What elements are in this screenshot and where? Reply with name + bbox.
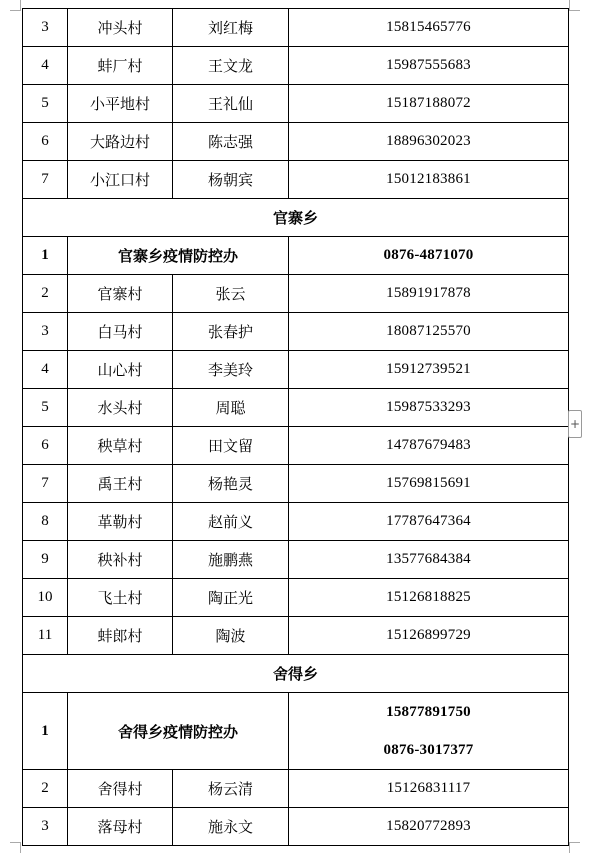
table-row [23,123,569,161]
contact-name-cell[interactable]: 杨朝宾 [173,161,289,199]
contact-name-cell[interactable]: 杨艳灵 [173,465,289,503]
table-row [23,9,569,47]
row-index-cell[interactable]: 1 [23,693,68,770]
phone-cell[interactable]: 15769815691 [289,465,569,503]
contact-name-cell[interactable]: 王礼仙 [173,85,289,123]
contact-table-body [23,9,569,846]
table-row [23,161,569,199]
row-index-cell[interactable]: 4 [23,47,68,85]
village-cell[interactable]: 小平地村 [68,85,173,123]
contact-name-cell[interactable]: 张春护 [173,313,289,351]
phone-cell[interactable]: 15126899729 [289,617,569,655]
phone-cell[interactable]: 15820772893 [289,808,569,846]
row-index-cell[interactable]: 4 [23,351,68,389]
village-cell[interactable]: 蚌郎村 [68,617,173,655]
village-cell[interactable]: 白马村 [68,313,173,351]
village-cell[interactable]: 革勒村 [68,503,173,541]
village-cell[interactable]: 大路边村 [68,123,173,161]
row-index-cell[interactable]: 10 [23,579,68,617]
row-index-cell[interactable]: 8 [23,503,68,541]
contact-name-cell[interactable]: 李美玲 [173,351,289,389]
row-index-cell[interactable]: 3 [23,313,68,351]
contact-name-cell[interactable]: 陶正光 [173,579,289,617]
village-cell[interactable]: 秧补村 [68,541,173,579]
phone-cell[interactable]: 15012183861 [289,161,569,199]
section-title-cell[interactable]: 舍得乡 [23,655,569,693]
contact-name-cell[interactable]: 陶波 [173,617,289,655]
row-index-cell[interactable]: 7 [23,465,68,503]
phone-cell[interactable]: 15891917878 [289,275,569,313]
village-cell[interactable]: 落母村 [68,808,173,846]
page-corner-mark-bottom-right [569,842,580,853]
contact-name-cell[interactable]: 施永文 [173,808,289,846]
row-index-cell[interactable]: 6 [23,123,68,161]
village-cell[interactable]: 小江口村 [68,161,173,199]
row-index-cell[interactable]: 5 [23,389,68,427]
phone-cell[interactable]: 18896302023 [289,123,569,161]
row-index-cell[interactable]: 3 [23,808,68,846]
table-row [23,465,569,503]
phone-cell[interactable]: 15912739521 [289,351,569,389]
phone-cell[interactable]: 15815465776 [289,9,569,47]
phone-cell[interactable] [289,693,569,770]
phone-line: 0876-3017377 [383,742,474,758]
contact-name-cell[interactable]: 赵前义 [173,503,289,541]
village-cell[interactable]: 秧草村 [68,427,173,465]
page-corner-mark-top-right [569,0,580,11]
contact-name-cell[interactable]: 周聪 [173,389,289,427]
village-cell[interactable]: 山心村 [68,351,173,389]
contact-table [22,8,569,846]
table-row [23,808,569,846]
village-cell[interactable]: 飞土村 [68,579,173,617]
row-index-cell[interactable]: 2 [23,770,68,808]
phone-cell[interactable]: 15126831117 [289,770,569,808]
row-index-cell[interactable]: 1 [23,237,68,275]
row-index-cell[interactable]: 2 [23,275,68,313]
table-row [23,351,569,389]
section-header-guanzhai [23,199,569,237]
contact-name-cell[interactable]: 施鹏燕 [173,541,289,579]
table-row [23,541,569,579]
table-row [23,427,569,465]
village-cell[interactable]: 冲头村 [68,9,173,47]
phone-cell[interactable]: 15187188072 [289,85,569,123]
contact-name-cell[interactable]: 王文龙 [173,47,289,85]
row-index-cell[interactable]: 9 [23,541,68,579]
table-row [23,389,569,427]
village-cell[interactable]: 水头村 [68,389,173,427]
village-cell[interactable]: 舍得村 [68,770,173,808]
contact-name-cell[interactable]: 陈志强 [173,123,289,161]
phone-cell[interactable]: 17787647364 [289,503,569,541]
table-row [23,617,569,655]
row-index-cell[interactable]: 6 [23,427,68,465]
phone-line: 15877891750 [386,704,471,720]
office-row-shede [23,693,569,770]
phone-cell[interactable]: 13577684384 [289,541,569,579]
table-row [23,503,569,541]
row-index-cell[interactable]: 11 [23,617,68,655]
page-corner-mark-top-left [10,0,21,11]
village-cell[interactable]: 蚌厂村 [68,47,173,85]
contact-name-cell[interactable]: 杨云清 [173,770,289,808]
plus-icon: + [569,417,581,431]
office-row-guanzhai [23,237,569,275]
contact-name-cell[interactable]: 田文留 [173,427,289,465]
phone-cell[interactable]: 15126818825 [289,579,569,617]
table-row [23,85,569,123]
table-row [23,47,569,85]
phone-cell[interactable]: 15987533293 [289,389,569,427]
row-index-cell[interactable]: 3 [23,9,68,47]
village-cell[interactable]: 官寨村 [68,275,173,313]
row-index-cell[interactable]: 5 [23,85,68,123]
office-label-cell[interactable]: 舍得乡疫情防控办 [68,693,289,770]
table-row [23,770,569,808]
office-label-cell[interactable]: 官寨乡疫情防控办 [68,237,289,275]
row-index-cell[interactable]: 7 [23,161,68,199]
add-row-button[interactable] [568,410,582,438]
page-corner-mark-bottom-left [10,842,21,853]
village-cell[interactable]: 禹王村 [68,465,173,503]
section-header-shede [23,655,569,693]
table-row [23,579,569,617]
contact-name-cell[interactable]: 张云 [173,275,289,313]
table-row [23,313,569,351]
phone-cell[interactable]: 18087125570 [289,313,569,351]
contact-name-cell[interactable]: 刘红梅 [173,9,289,47]
table-row [23,275,569,313]
phone-cell[interactable]: 15987555683 [289,47,569,85]
phone-cell[interactable]: 14787679483 [289,427,569,465]
section-title-cell[interactable]: 官寨乡 [23,199,569,237]
phone-cell[interactable]: 0876-4871070 [289,237,569,275]
